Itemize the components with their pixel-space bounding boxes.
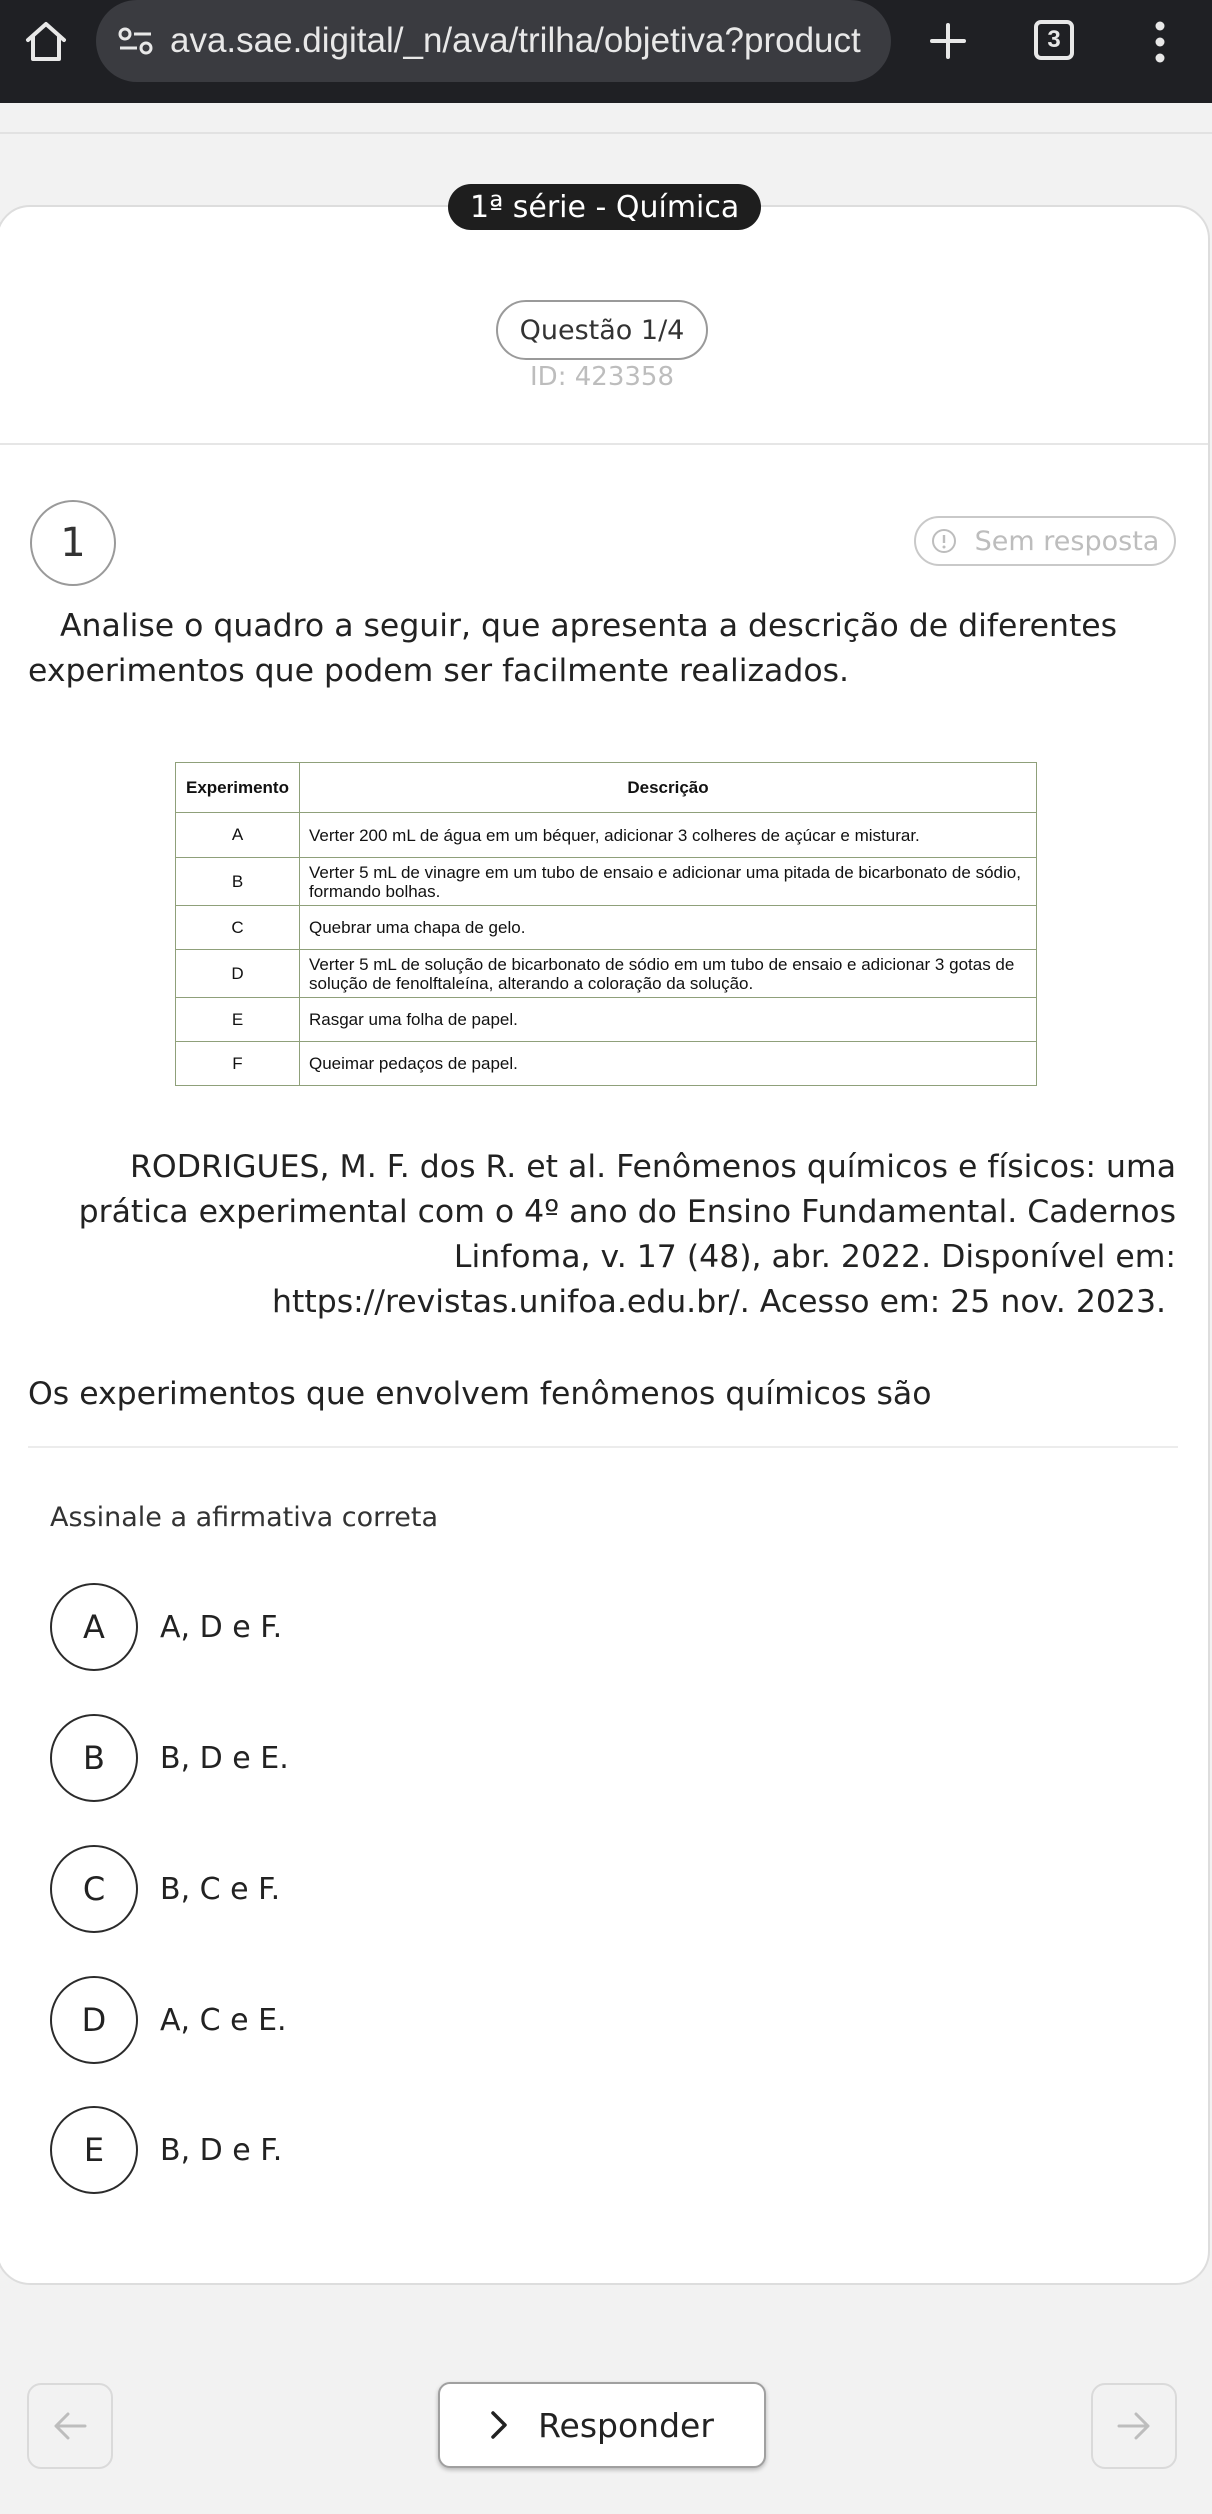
- question-stem: Os experimentos que envolvem fenômenos químicos são: [28, 1376, 932, 1412]
- table-cell-code: B: [176, 858, 300, 906]
- table-cell-code: C: [176, 906, 300, 950]
- tab-switcher-button[interactable]: 3: [1034, 20, 1074, 60]
- url-text: ava.sae.digital/_n/ava/trilha/objetiva?product: [170, 21, 861, 60]
- info-icon: [931, 528, 957, 554]
- option-text: B, D e F.: [160, 2132, 283, 2168]
- answer-instruction: Assinale a afirmativa correta: [50, 1502, 439, 1533]
- status-text: Sem resposta: [974, 525, 1160, 557]
- home-button[interactable]: [16, 14, 76, 68]
- new-tab-button[interactable]: [918, 6, 978, 76]
- option-letter[interactable]: E: [50, 2106, 138, 2194]
- experiments-table: [175, 762, 1037, 1086]
- table-cell-description: Verter 5 mL de vinagre em um tubo de ensaio e adicionar uma pitada de bicarbonato de sódio, formando bolhas.: [300, 858, 1037, 906]
- site-settings-icon[interactable]: [116, 21, 156, 61]
- option-text: B, C e F.: [160, 1871, 281, 1907]
- option-text: A, D e F.: [160, 1609, 283, 1645]
- card-divider: [0, 443, 1208, 445]
- table-header-experiment: Experimento: [176, 763, 300, 813]
- option-text: B, D e E.: [160, 1740, 289, 1776]
- respond-label: Responder: [538, 2405, 714, 2445]
- browser-toolbar: [0, 0, 1212, 103]
- previous-question-button[interactable]: [27, 2383, 113, 2469]
- table-cell-description: Rasgar uma folha de papel.: [300, 998, 1037, 1042]
- option-a[interactable]: [50, 1582, 282, 1672]
- more-vertical-icon: [1154, 20, 1166, 64]
- question-counter: Questão 1/4: [496, 300, 708, 360]
- address-bar[interactable]: [96, 0, 891, 82]
- option-b[interactable]: [50, 1713, 289, 1803]
- respond-button[interactable]: [438, 2382, 766, 2468]
- option-letter[interactable]: A: [50, 1583, 138, 1671]
- stem-divider: [28, 1446, 1178, 1448]
- table-row: [176, 858, 1037, 906]
- table-row: [176, 906, 1037, 950]
- arrow-right-icon: [1116, 2411, 1152, 2441]
- table-cell-code: F: [176, 1042, 300, 1086]
- table-row: [176, 1042, 1037, 1086]
- table-row: [176, 950, 1037, 998]
- table-cell-code: D: [176, 950, 300, 998]
- option-e[interactable]: [50, 2105, 282, 2195]
- table-cell-code: E: [176, 998, 300, 1042]
- browser-menu-button[interactable]: [1140, 14, 1180, 70]
- next-question-button[interactable]: [1091, 2383, 1177, 2469]
- citation: [40, 1145, 1176, 1325]
- option-c[interactable]: [50, 1844, 280, 1934]
- option-letter[interactable]: B: [50, 1714, 138, 1802]
- arrow-left-icon: [52, 2411, 88, 2441]
- table-row: [176, 813, 1037, 858]
- option-d[interactable]: [50, 1975, 287, 2065]
- citation-url: https://revistas.unifoa.edu.br/. Acesso em: 25 nov. 2023.: [272, 1284, 1166, 1320]
- table-cell-description: Queimar pedaços de papel.: [300, 1042, 1037, 1086]
- question-number: 1: [30, 500, 116, 586]
- option-text: A, C e E.: [160, 2002, 287, 2038]
- table-cell-code: A: [176, 813, 300, 858]
- citation-text: RODRIGUES, M. F. dos R. et al. Fenômenos químicos e físicos: uma prática experimental com o 4º ano do Ensino Fundamental. Cadernos Linfoma, v. 17 (48), abr. 2022. Disponível em:: [78, 1149, 1176, 1275]
- series-badge: 1ª série - Química: [448, 184, 761, 230]
- table-cell-description: Quebrar uma chapa de gelo.: [300, 906, 1037, 950]
- header-divider: [0, 132, 1212, 134]
- option-letter[interactable]: C: [50, 1845, 138, 1933]
- plus-icon: [928, 21, 968, 61]
- table-row: [176, 998, 1037, 1042]
- home-icon: [23, 19, 69, 63]
- table-cell-description: Verter 5 mL de solução de bicarbonato de sódio em um tubo de ensaio e adicionar 3 gotas de solução de fenolftaleína, alterando a coloração da solução.: [300, 950, 1037, 998]
- option-letter[interactable]: D: [50, 1976, 138, 2064]
- status-badge: [914, 516, 1176, 566]
- question-id: ID: 423358: [530, 362, 674, 392]
- chevron-right-icon: [490, 2410, 508, 2440]
- table-cell-description: Verter 200 mL de água em um béquer, adicionar 3 colheres de açúcar e misturar.: [300, 813, 1037, 858]
- table-header-description: Descrição: [300, 763, 1037, 813]
- question-prompt: Analise o quadro a seguir, que apresenta a descrição de diferentes experimentos que podem ser facilmente realizados.: [28, 608, 1118, 689]
